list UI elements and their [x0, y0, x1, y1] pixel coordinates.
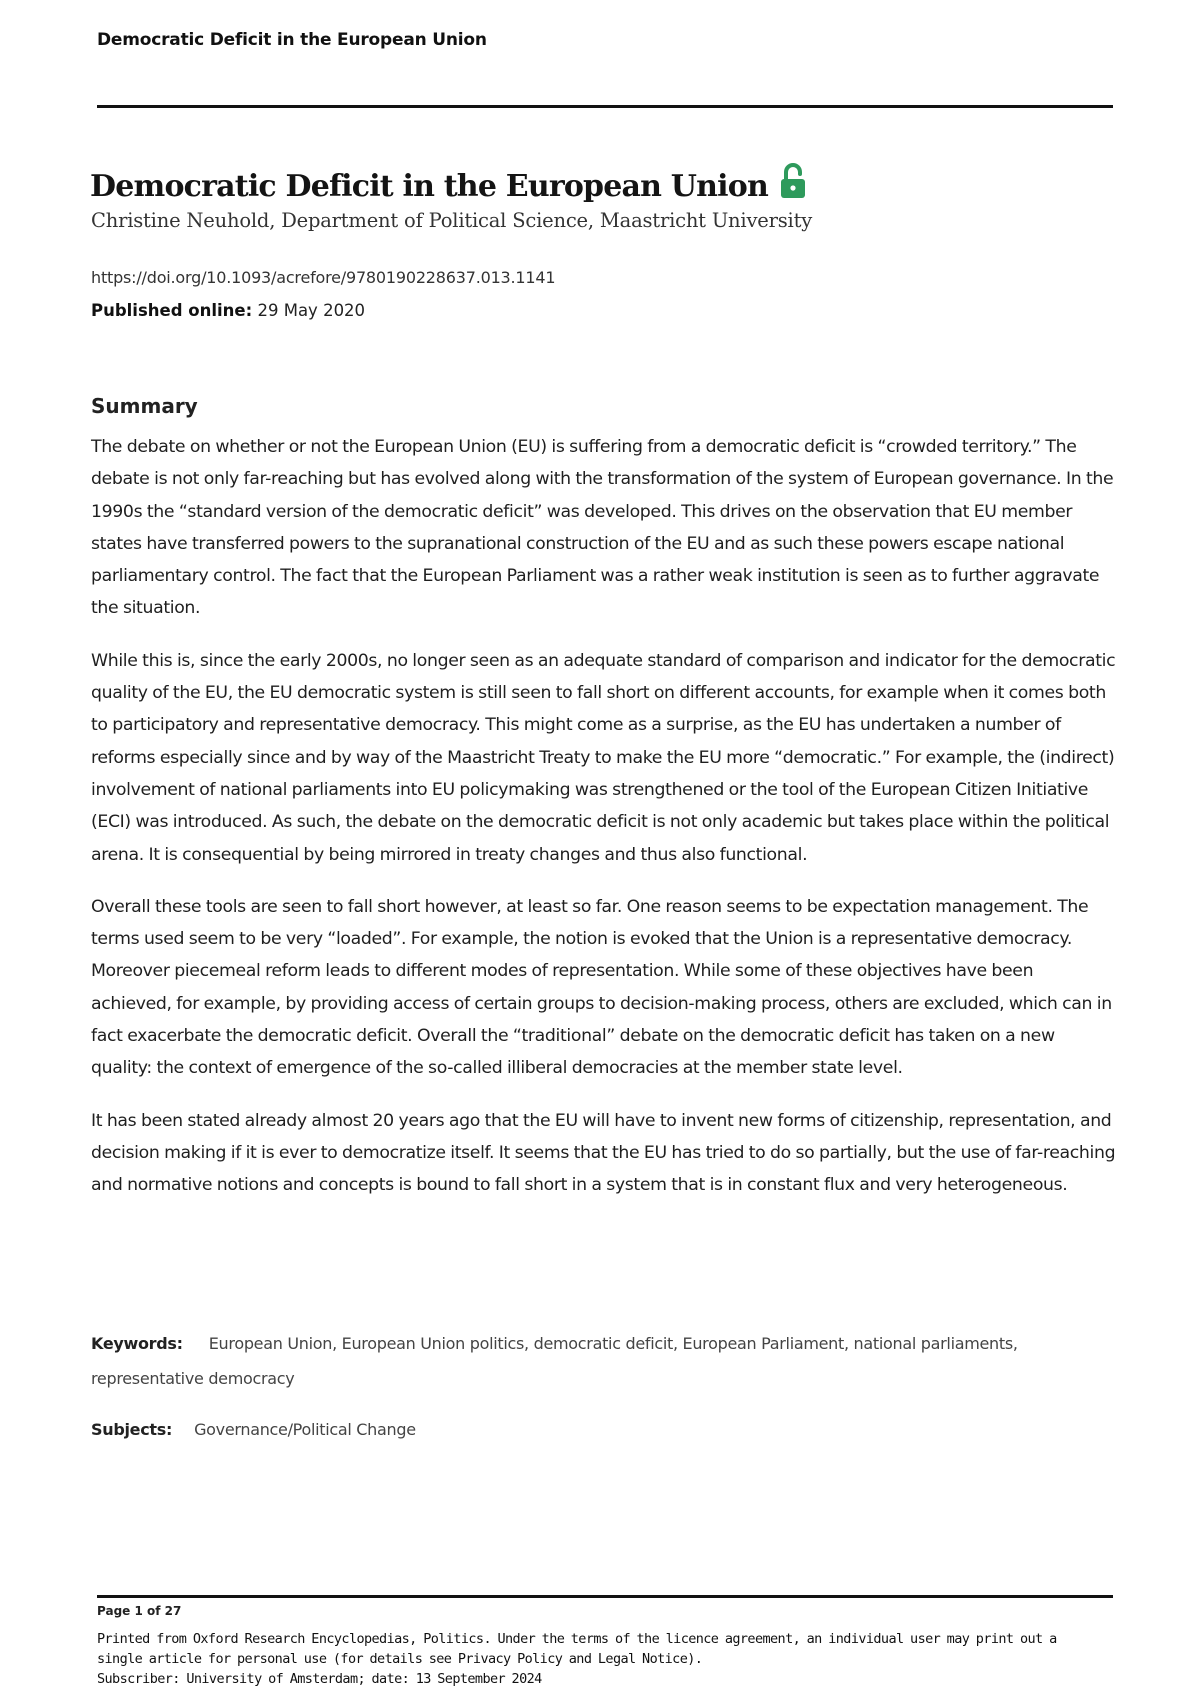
summary-paragraph: The debate on whether or not the European Union (EU) is suffering from a democratic deficit is “crowded territory.” The debate is not only far-reaching but has evolved along with the transformation of the system of European governance. In the 1990s the “standard version of the democratic deficit” was developed. This drives on the observation that EU member states have transferred powers to the supranational construction of the EU and as such these powers escape national parliamentary control. The fact that the European Parliament was a rather weak institution is seen as to further aggravate the situation.: [91, 437, 1114, 619]
keywords: [91, 1326, 1116, 1396]
author-affiliation: Christine Neuhold, Department of Political Science, Maastricht University: [91, 209, 813, 232]
summary-paragraph: While this is, since the early 2000s, no longer seen as an adequate standard of comparison and indicator for the democratic quality of the EU, the EU democratic system is still seen to fall short on different accounts, for example when it comes both to participatory and representative democracy. This might come as a surprise, as the EU has undertaken a number of reforms especially since and by way of the Maastricht Treaty to make the EU more “democratic.” For example, the (indirect) involvement of national parliaments into EU policymaking was strengthened or the tool of the European Citizen Initiative (ECI) was introduced. As such, the debate on the democratic deficit is not only academic but takes place within the political arena. It is consequential by being mirrored in treaty changes and thus also functional.: [91, 650, 1116, 865]
print-notice-line: Printed from Oxford Research Encyclopedias, Politics. Under the terms of the licence agreement, an individual user may print out a: [97, 1631, 1057, 1647]
summary-paragraph: Overall these tools are seen to fall short however, at least so far. One reason seems to be expectation management. The terms used seem to be very “loaded”. For example, the notion is evoked that the Union is a representative democracy. Moreover piecemeal reform leads to different modes of representation. While some of these objectives have been achieved, for example, by providing access of certain groups to decision-making process, others are excluded, which can in fact exacerbate the democratic deficit. Overall the “traditional” debate on the democratic deficit has taken on a new quality: the context of emergence of the so-called illiberal democracies at the member state level.: [91, 896, 1112, 1079]
footer-divider: [97, 1595, 1113, 1598]
subjects-label: Subjects:: [91, 1420, 173, 1439]
summary-heading: Summary: [91, 394, 198, 418]
subjects: [91, 1420, 416, 1439]
subjects-list[interactable]: Governance/Political Change: [194, 1420, 416, 1439]
publication-date: [91, 301, 365, 320]
running-header: Democratic Deficit in the European Union: [97, 30, 487, 50]
keywords-list[interactable]: European Union, European Union politics, democratic deficit, European Parliament, national parliaments, representative democracy: [91, 1334, 1018, 1388]
open-lock-icon: [780, 163, 806, 199]
title-row: [90, 163, 806, 205]
page-number: Page 1 of 27: [97, 1604, 182, 1618]
keywords-label: Keywords:: [91, 1334, 183, 1353]
print-notice-line: Subscriber: University of Amsterdam; date: 13 September 2024: [97, 1671, 542, 1687]
doi-link[interactable]: https://doi.org/10.1093/acrefore/9780190228637.013.1141: [91, 268, 556, 287]
summary-body: [91, 431, 1116, 1222]
print-notice: [97, 1629, 1117, 1689]
published-label: Published online:: [91, 301, 253, 320]
header-divider: [97, 105, 1113, 108]
summary-paragraph: It has been stated already almost 20 years ago that the EU will have to invent new forms of citizenship, representation, and decision making if it is ever to democratize itself. It seems that the EU has tried to do so partially, but the use of far-reaching and normative notions and concepts is bound to fall short in a system that is in constant flux and very heterogeneous.: [91, 1110, 1116, 1196]
print-notice-line: single article for personal use (for details see Privacy Policy and Legal Notice).: [97, 1651, 703, 1667]
published-date-value: 29 May 2020: [257, 301, 366, 320]
article-title: Democratic Deficit in the European Union: [90, 169, 768, 204]
